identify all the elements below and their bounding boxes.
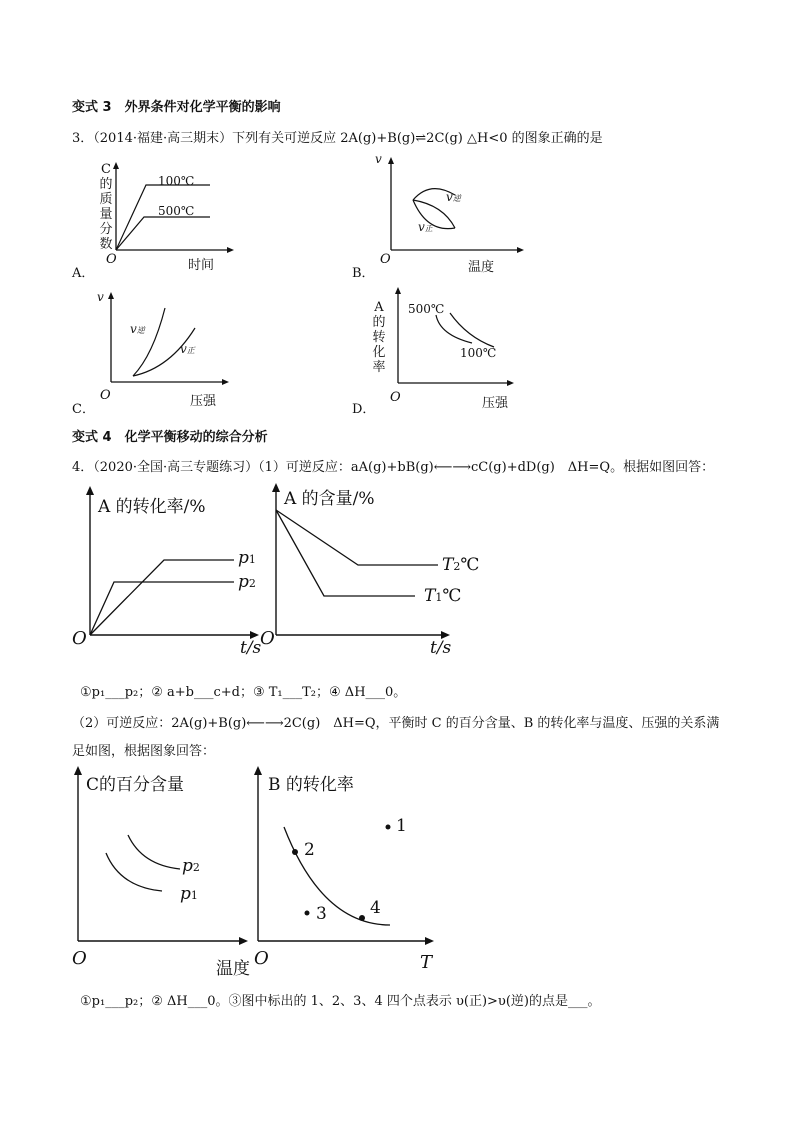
point-3: [305, 911, 310, 916]
graph-c-ylabel: v: [97, 290, 104, 304]
graph-b-ylabel: v: [375, 152, 382, 166]
point-4: [359, 915, 365, 921]
option-c-label: C．: [72, 402, 95, 417]
graph-b-plot: [385, 155, 545, 265]
graph-c-percent-origin: O: [72, 948, 87, 969]
graph-b-v-reverse: v逆: [446, 190, 461, 204]
graph-c-v-reverse: v逆: [130, 322, 145, 336]
graph-c-percent-p1: p1: [180, 884, 198, 904]
graph-a-conversion-ylabel: A 的转化率/%: [98, 497, 206, 517]
graph-a-content-origin: O: [260, 628, 275, 649]
answer-line-1: ①p₁___p₂；② a+b___c+d；③ T₁___T₂；④ ΔH___0。: [80, 685, 407, 700]
graph-c-percent-ylabel: C的百分含量: [86, 775, 185, 795]
graph-d-xlabel: 压强: [482, 396, 509, 411]
point-3-label: 3: [316, 904, 327, 924]
graph-a-content-ylabel: A 的含量/%: [284, 489, 375, 509]
section3-title: 变式 3 外界条件对化学平衡的影响: [72, 100, 281, 115]
graph-b-origin: O: [380, 252, 391, 267]
point-4-label: 4: [370, 898, 381, 918]
graph-b-conversion-origin: O: [254, 948, 269, 969]
point-2-label: 2: [304, 840, 315, 860]
question3-stem: 3．（2014·福建·高三期末）下列有关可逆反应 2A(g)+B(g)⇌2C(g) △H<0 的图象正确的是: [72, 131, 603, 146]
graph-d-origin: O: [390, 390, 401, 405]
graph-a-origin: O: [106, 252, 117, 267]
graph-a-content-t1: T1℃: [424, 586, 462, 606]
graph-a-line-500c: 500℃: [158, 204, 195, 218]
graph-a-line-100c: 100℃: [158, 174, 195, 188]
graph-b-xlabel: 温度: [468, 260, 495, 275]
graph-c-percent-p2: p2: [182, 856, 200, 876]
graph-a-conversion-xlabel: t/s: [240, 638, 262, 658]
option-b-label: B．: [352, 266, 375, 281]
graph-d-line-500c: 500℃: [408, 302, 445, 316]
option-a-label: A．: [72, 266, 95, 281]
graph-a-conversion-p2: p2: [238, 572, 256, 592]
graph-a-conversion-p1: p1: [238, 548, 256, 568]
graph-c-origin: O: [100, 388, 111, 403]
section4-title: 变式 4 化学平衡移动的综合分析: [72, 430, 268, 445]
option-d-label: D．: [352, 402, 376, 417]
graph-a-ylabel: C 的 质 量 分 数: [99, 162, 113, 252]
answer-line-2: ①p₁___p₂；② ΔH___0。③图中标出的 1、2、3、4 四个点表示 υ(正)>υ(逆)的点是___。: [80, 994, 601, 1009]
graph-c-xlabel: 压强: [190, 394, 217, 409]
graph-d-ylabel: A 的 转 化 率: [372, 300, 386, 375]
graph-a-xlabel: 时间: [188, 258, 215, 273]
question4-stem: 4．（2020·全国·高三专题练习）（1）可逆反应：aA(g)+bB(g)⟵⟶cC(g)+dD(g) ΔH=Q。根据如图回答：: [72, 460, 715, 475]
graph-a-content-xlabel: t/s: [430, 638, 452, 658]
graph-d-line-100c: 100℃: [460, 346, 497, 360]
graph-a-conversion-origin: O: [72, 628, 87, 649]
point-1: [386, 825, 391, 830]
point-2: [292, 849, 298, 855]
part2-text-line1: （2）可逆反应：2A(g)+B(g)⟵⟶2C(g) ΔH=Q，平衡时 C 的百分含量、B 的转化率与温度、压强的关系满: [72, 716, 720, 731]
graph-b-conversion-xlabel: T: [420, 952, 433, 973]
graph-a-content-t2: T2℃: [442, 555, 480, 575]
part2-text-line2: 足如图，根据图象回答：: [72, 744, 216, 759]
graph-b-conversion-ylabel: B 的转化率: [268, 775, 354, 795]
graph-b-v-forward: v正: [418, 220, 433, 234]
point-1-label: 1: [396, 816, 407, 836]
graph-c-v-forward: v正: [180, 342, 195, 356]
graph-c-percent-xlabel: 温度: [216, 959, 250, 979]
